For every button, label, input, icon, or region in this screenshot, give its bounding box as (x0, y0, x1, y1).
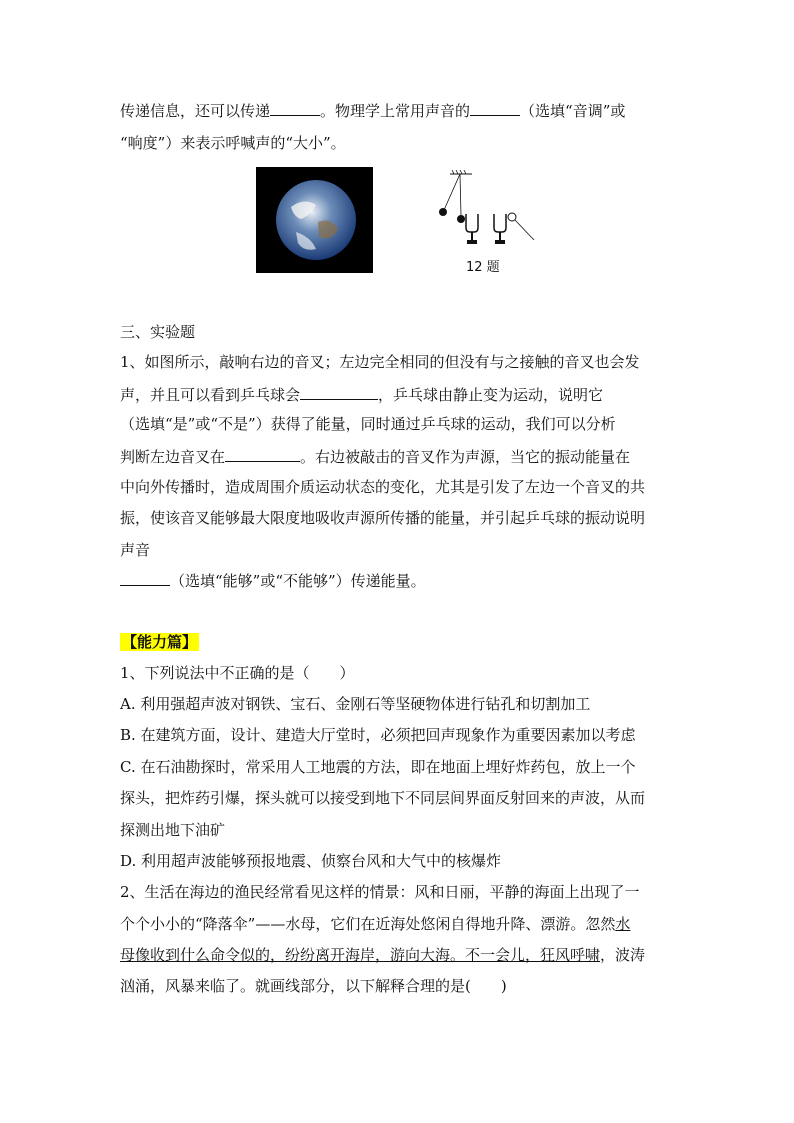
figure-label: 12 题 (466, 260, 500, 275)
answer-blank (120, 570, 170, 586)
earth-image (256, 167, 373, 273)
text-line (120, 570, 426, 591)
text-segment: 个个小小的“降落伞”——水母，它们在近海处悠闲自得地升降、漂游。忽然 (120, 915, 616, 933)
text-line: 振，使该音叉能够最大限度地吸收声源所传播的能量，并引起乒乓球的振动说明 (120, 509, 646, 527)
text-line (120, 945, 645, 965)
tuning-fork-diagram (430, 170, 540, 250)
text-line: 1、如图所示，敲响右边的音叉；左边完全相同的但没有与之接触的音叉也会发 (120, 353, 640, 371)
question: 2、生活在海边的渔民经常看见这样的情景：风和日丽，平静的海面上出现了一 (120, 883, 640, 901)
underlined-text: 母像收到什么命令似的，纷纷离开海岸，游向大海。不一会儿，狂风呼啸 (120, 946, 601, 964)
section-heading: 三、实验题 (120, 323, 196, 341)
text-segment: 声，并且可以看到乒乓球会 (120, 386, 301, 404)
text-segment: 传递信息，还可以传递 (120, 102, 271, 120)
text-line (120, 632, 199, 652)
text-segment: 。右边被敲击的音叉作为声源，当它的振动能量在 (300, 448, 631, 466)
answer-blank (225, 446, 300, 462)
text-line: 汹涌，风暴来临了。就画线部分，以下解释合理的是( ) (120, 977, 507, 995)
text-segment: ，乒乓球由静止变为运动，说明它 (378, 386, 604, 404)
answer-blank (270, 100, 320, 116)
text-segment: 。物理学上常用声音的 (320, 102, 471, 120)
text-line: 声音 (120, 541, 151, 559)
question: 1、下列说法中不正确的是（ ） (120, 664, 355, 682)
text-line: 中向外传播时，造成周围介质运动状态的变化，尤其是引发了左边一个音叉的共 (120, 478, 646, 496)
section-heading: 【能力篇】 (122, 633, 198, 651)
text-line (120, 384, 603, 405)
option-a: A. 利用强超声波对钢铁、宝石、金刚石等坚硬物体进行钻孔和切割加工 (120, 695, 591, 713)
text-segment: 判断左边音叉在 (120, 448, 226, 466)
text-line: 探头，把炸药引爆，探头就可以接受到地下不同层间界面反射回来的声波，从而 (120, 789, 646, 807)
answer-blank (300, 384, 378, 400)
text-line: （选填“是”或“不是”）获得了能量，同时通过乒乓球的运动，我们可以分析 (120, 415, 616, 433)
text-line: “响度”）来表示呼喊声的“大小”。 (120, 134, 346, 152)
option-d: D. 利用超声波能够预报地震、侦察台风和大气中的核爆炸 (120, 852, 502, 870)
text-segment: ，波涛 (600, 946, 646, 964)
text-line: 探测出地下油矿 (120, 821, 226, 839)
underlined-text: 水 (615, 915, 631, 933)
text-line (120, 914, 630, 934)
text-line (120, 446, 630, 467)
answer-blank (470, 100, 520, 116)
option-c: C. 在石油勘探时，常采用人工地震的方法，即在地面上埋好炸药包，放上一个 (120, 758, 636, 776)
text-segment: （选填“音调”或 (520, 102, 626, 120)
text-segment: （选填“能够”或“不能够”）传递能量。 (170, 572, 426, 590)
text-line (120, 100, 625, 121)
option-b: B. 在建筑方面，设计、建造大厅堂时，必须把回声现象作为重要因素加以考虑 (120, 726, 636, 744)
